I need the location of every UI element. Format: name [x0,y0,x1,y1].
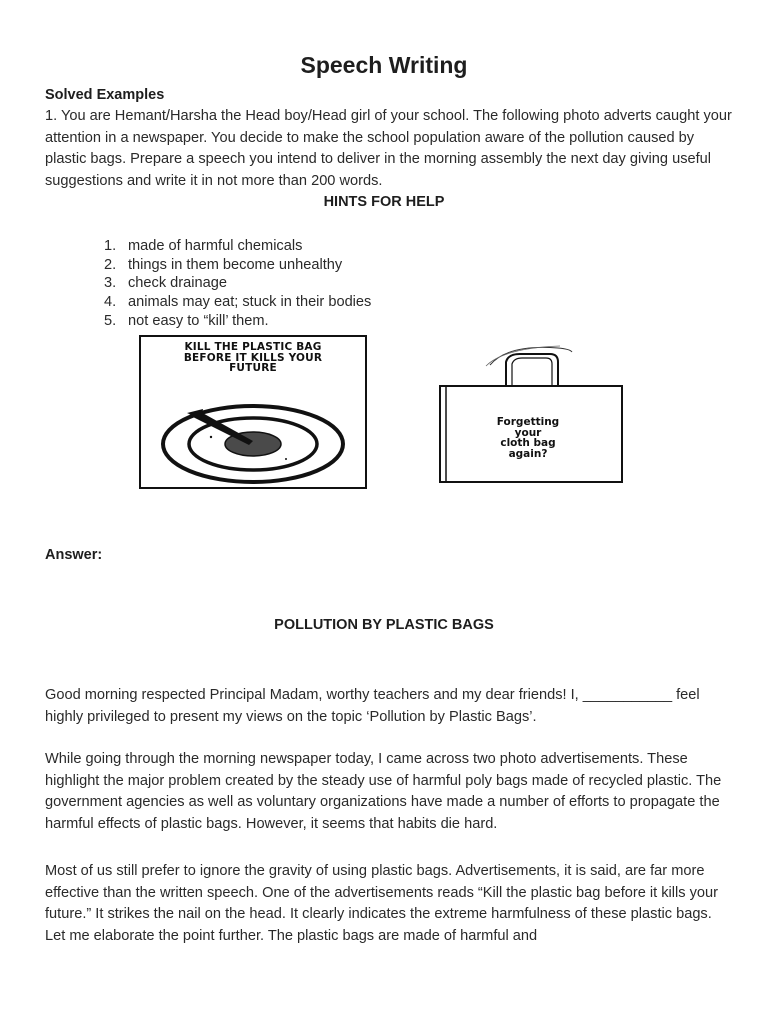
speech-paragraph: Most of us still prefer to ignore the gravity of using plastic bags. Advertisements, it is said, are far more effective than the written speech. One of the advertisements reads “Kill the plastic bag before it kills your future.” It strikes the nail on the head. It clearly indicates the extreme harmfulness of these plastic bags. Let me elaborate the point further. The plastic bags are made of harmful and [45,863,719,944]
advert-2-text: Forgetting your cloth bag again? [496,416,560,460]
advert-kill-plastic-bag [139,335,367,489]
list-item: 2. things in them become unhealthy [104,256,343,273]
list-item: 1. made of harmful chemicals [104,238,303,254]
hints-list [104,237,371,331]
list-item: 5. not easy to “kill’ them. [104,312,269,329]
hints-heading: HINTS FOR HELP [323,194,445,210]
list-item: 3. check drainage [104,275,227,292]
speech-paragraph: Good morning respected Principal Madam, worthy teachers and my dear friends! I, ___________ feel highly privileged to present my views on the topic ‘Pollution by Plastic Bags’. [45,687,700,725]
answer-label: Answer: [45,547,103,563]
bag-icon [430,340,630,490]
advert-1-text: KILL THE PLASTIC BAG BEFORE IT KILLS YOUR FUTURE [183,341,323,374]
question-text: 1. You are Hemant/Harsha the Head boy/Head girl of your school. The following photo adverts caught your attention in a newspaper. You decide to make the school population aware of the pollution caused by plastic bags. Prepare a speech you intend to deliver in the morning assembly the next day giving useful suggestions and write it in not more than 200 words. [45,108,732,189]
page-title: Speech Writing [300,52,468,78]
speech-title: POLLUTION BY PLASTIC BAGS [274,617,494,633]
speech-paragraph: While going through the morning newspaper today, I came across two photo advertisements. These highlight the major problem created by the steady use of harmful poly bags made of recycled plastic. The government agencies as well as voluntary organizations have made a number of efforts to propagate the harmful effects of plastic bags. However, it seems that habits die hard. [45,751,722,832]
list-item: 4. animals may eat; stuck in their bodies [104,294,372,311]
section-label: Solved Examples [45,87,165,103]
advert-cloth-bag [430,340,630,490]
